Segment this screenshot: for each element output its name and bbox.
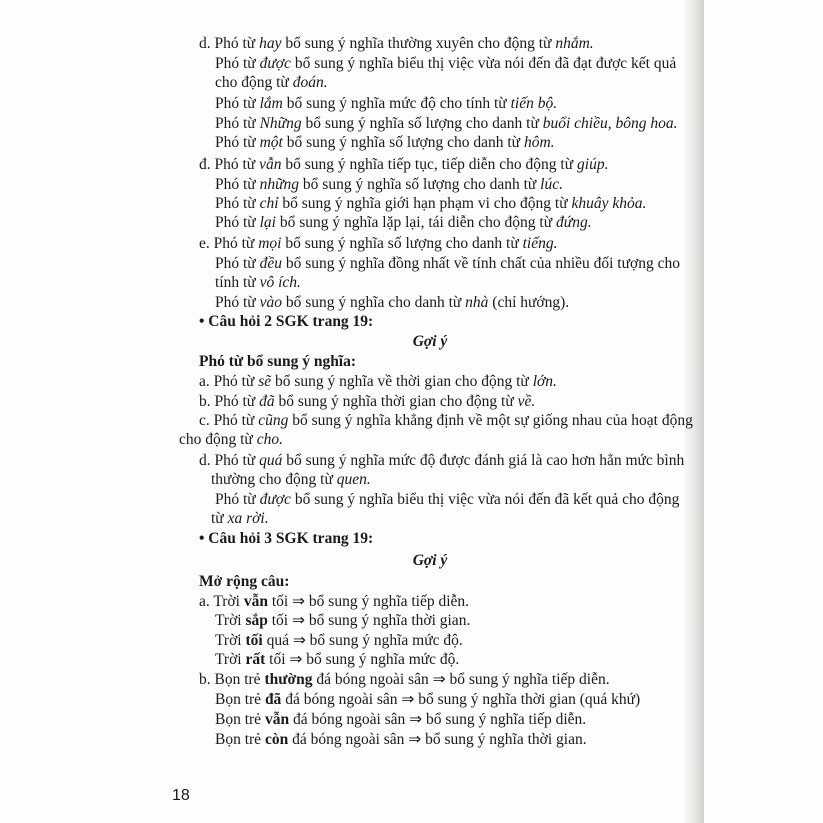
text-line xyxy=(215,95,557,113)
text-segment: Bọn trẻ xyxy=(215,691,265,708)
emphasized-word: đứng. xyxy=(556,214,592,231)
text-line xyxy=(215,176,563,194)
emphasized-word: nhắm. xyxy=(555,35,594,52)
text-segment: tính từ xyxy=(215,274,260,291)
text-segment: a. Phó từ xyxy=(199,373,259,390)
text-segment: đ. Phó từ xyxy=(199,156,260,173)
text-line xyxy=(199,156,608,174)
emphasized-word: vào xyxy=(259,294,282,311)
emphasized-word: hay xyxy=(259,35,282,52)
bold-text: còn xyxy=(264,731,289,748)
emphasized-word: được xyxy=(259,55,291,72)
text-segment: Phó từ xyxy=(215,255,260,272)
text-segment: bổ sung ý nghĩa tiếp tục, tiếp diễn cho động từ xyxy=(281,156,578,173)
text-line xyxy=(215,651,459,669)
text-line xyxy=(215,274,301,292)
emphasized-word: lại xyxy=(259,214,276,231)
text-line xyxy=(179,431,283,449)
text-line xyxy=(215,255,680,273)
text-segment: bổ sung ý nghĩa biểu thị việc vừa nói đến đã đạt được kết quả xyxy=(290,55,677,72)
text-segment: đá bóng ngoài sân ⇒ bổ sung ý nghĩa thời gian (quá khứ) xyxy=(281,691,641,708)
emphasized-word: chỉ xyxy=(259,195,279,212)
text-line xyxy=(215,711,586,729)
text-segment: d. Phó từ xyxy=(199,35,260,52)
text-segment: bổ sung ý nghĩa số lượng cho danh từ xyxy=(281,235,523,252)
text-line xyxy=(215,632,463,650)
bold-text: • Câu hỏi 2 SGK trang 19: xyxy=(199,313,374,330)
text-segment: bổ sung ý nghĩa số lượng cho danh từ xyxy=(299,176,541,193)
text-line xyxy=(199,573,289,591)
text-segment: Phó từ xyxy=(215,134,260,151)
text-line xyxy=(199,530,373,548)
text-segment: cho động từ xyxy=(179,431,257,448)
text-line xyxy=(215,195,646,213)
emphasized-word: về. xyxy=(517,393,536,410)
text-segment: (chỉ hướng). xyxy=(488,294,570,311)
text-segment: bổ sung ý nghĩa thường xuyên cho động từ xyxy=(281,35,556,52)
text-line xyxy=(199,353,356,371)
emphasized-word: lúc. xyxy=(540,176,563,193)
text-segment: cho động từ xyxy=(215,74,293,91)
text-segment: Trời xyxy=(215,632,246,649)
text-line xyxy=(211,471,371,489)
text-line xyxy=(211,510,269,528)
text-line xyxy=(199,35,594,53)
text-segment: tối ⇒ bổ sung ý nghĩa mức độ. xyxy=(265,651,460,668)
emphasized-word: giúp. xyxy=(577,156,609,173)
text-segment: d. Phó từ xyxy=(199,452,260,469)
text-segment: b. Phó từ xyxy=(199,393,260,410)
text-segment: Phó từ xyxy=(215,491,260,508)
text-line xyxy=(199,313,373,331)
text-line xyxy=(215,214,592,232)
text-segment: quá ⇒ bổ sung ý nghĩa mức độ. xyxy=(262,632,463,649)
text-segment: b. Bọn trẻ xyxy=(199,671,265,688)
text-segment: bổ sung ý nghĩa lặp lại, tái diễn cho động từ xyxy=(275,214,556,231)
text-line xyxy=(215,731,587,749)
text-line xyxy=(215,74,328,92)
text-segment: bổ sung ý nghĩa mức độ cho tính từ xyxy=(282,95,511,112)
emphasized-word: đã xyxy=(259,393,275,410)
text-segment: e. Phó từ xyxy=(199,235,259,252)
text-segment: Trời xyxy=(215,612,246,629)
text-segment: c. Phó từ xyxy=(199,412,259,429)
emphasized-word: cũng xyxy=(258,412,289,429)
bold-text: vẫn xyxy=(243,593,268,610)
text-line xyxy=(215,115,678,133)
text-segment: Bọn trẻ xyxy=(215,731,265,748)
emphasized-word: Gợi ý xyxy=(412,552,448,569)
text-segment: Phó từ xyxy=(215,195,260,212)
text-segment: tối ⇒ bổ sung ý nghĩa thời gian. xyxy=(267,612,471,629)
emphasized-word: mọi xyxy=(258,235,282,252)
text-segment: bổ sung ý nghĩa khẳng định về một sự giống nhau của hoạt động xyxy=(288,412,693,429)
bold-text: rất xyxy=(245,651,266,668)
text-line xyxy=(400,333,460,351)
text-line xyxy=(199,373,557,391)
text-segment: bổ sung ý nghĩa giới hạn phạm vi cho động từ xyxy=(278,195,572,212)
text-segment: bổ sung ý nghĩa về thời gian cho động từ xyxy=(271,373,533,390)
emphasized-word: nhà xyxy=(465,294,489,311)
emphasized-word: sẽ xyxy=(258,373,272,390)
bold-text: Mở rộng câu: xyxy=(199,573,290,590)
emphasized-word: những xyxy=(259,176,300,193)
bold-text: Phó từ bổ sung ý nghĩa: xyxy=(199,353,357,370)
emphasized-word: xa rời. xyxy=(227,510,269,527)
text-segment: Trời xyxy=(215,651,246,668)
text-segment: Phó từ xyxy=(215,115,260,132)
text-line xyxy=(199,593,469,611)
text-segment: Phó từ xyxy=(215,294,260,311)
text-line xyxy=(215,134,555,152)
text-segment: đá bóng ngoài sân ⇒ bổ sung ý nghĩa tiếp diễn. xyxy=(289,711,587,728)
text-segment: Phó từ xyxy=(215,55,260,72)
text-segment: bổ sung ý nghĩa số lượng cho danh từ xyxy=(282,134,524,151)
emphasized-word: đoán. xyxy=(292,74,328,91)
emphasized-word: Gợi ý xyxy=(412,333,448,350)
bold-text: tối xyxy=(245,632,263,649)
text-line xyxy=(199,412,693,430)
emphasized-word: quen. xyxy=(336,471,371,488)
emphasized-word: đều xyxy=(259,255,282,272)
text-line xyxy=(215,55,676,73)
emphasized-word: vô ích. xyxy=(259,274,301,291)
text-segment: bổ sung ý nghĩa cho danh từ xyxy=(281,294,466,311)
text-line xyxy=(215,294,569,312)
text-line xyxy=(215,612,470,630)
text-segment: thường cho động từ xyxy=(211,471,337,488)
text-segment: Bọn trẻ xyxy=(215,711,265,728)
text-line xyxy=(400,552,460,570)
emphasized-word: buổi chiều, bông hoa. xyxy=(542,115,678,132)
text-line xyxy=(199,393,535,411)
text-segment: bổ sung ý nghĩa đồng nhất về tính chất của nhiều đối tượng cho xyxy=(281,255,680,272)
text-segment: Phó từ xyxy=(215,176,260,193)
bold-text: đã xyxy=(264,691,282,708)
text-line xyxy=(199,671,610,689)
page-number: 18 xyxy=(172,787,190,804)
text-segment: bổ sung ý nghĩa biểu thị việc vừa nói đến đã kết quả cho động xyxy=(290,491,680,508)
bold-text: thường xyxy=(264,671,313,688)
text-line xyxy=(215,491,679,509)
emphasized-word: lắm xyxy=(259,95,283,112)
text-segment: Phó từ xyxy=(215,214,260,231)
emphasized-word: lớn. xyxy=(532,373,557,390)
emphasized-word: Những xyxy=(259,115,302,132)
emphasized-word: quá xyxy=(259,452,283,469)
text-line xyxy=(199,452,684,470)
text-segment: Phó từ xyxy=(215,95,260,112)
text-segment: đá bóng ngoài sân ⇒ bổ sung ý nghĩa thời gian. xyxy=(288,731,587,748)
bold-text: • Câu hỏi 3 SGK trang 19: xyxy=(199,530,374,547)
bold-text: sắp xyxy=(245,612,268,629)
text-segment: đá bóng ngoài sân ⇒ bổ sung ý nghĩa tiếp diễn. xyxy=(312,671,610,688)
text-segment: từ xyxy=(211,510,228,527)
emphasized-word: cho. xyxy=(256,431,283,448)
emphasized-word: tiến bộ. xyxy=(510,95,558,112)
text-segment: bổ sung ý nghĩa mức độ được đánh giá là cao hơn hẳn mức bình xyxy=(282,452,685,469)
emphasized-word: vẫn xyxy=(259,156,282,173)
text-segment: a. Trời xyxy=(199,593,244,610)
text-segment: bổ sung ý nghĩa thời gian cho động từ xyxy=(274,393,518,410)
emphasized-word: hôm. xyxy=(523,134,555,151)
emphasized-word: được xyxy=(259,491,291,508)
text-segment: bổ sung ý nghĩa số lượng cho danh từ xyxy=(301,115,543,132)
text-line xyxy=(215,691,640,709)
emphasized-word: một xyxy=(259,134,283,151)
emphasized-word: khuây khỏa. xyxy=(571,195,647,212)
text-segment: tối ⇒ bổ sung ý nghĩa tiếp diễn. xyxy=(267,593,470,610)
bold-text: vẫn xyxy=(264,711,290,728)
emphasized-word: tiếng. xyxy=(522,235,558,252)
text-line xyxy=(199,235,557,253)
